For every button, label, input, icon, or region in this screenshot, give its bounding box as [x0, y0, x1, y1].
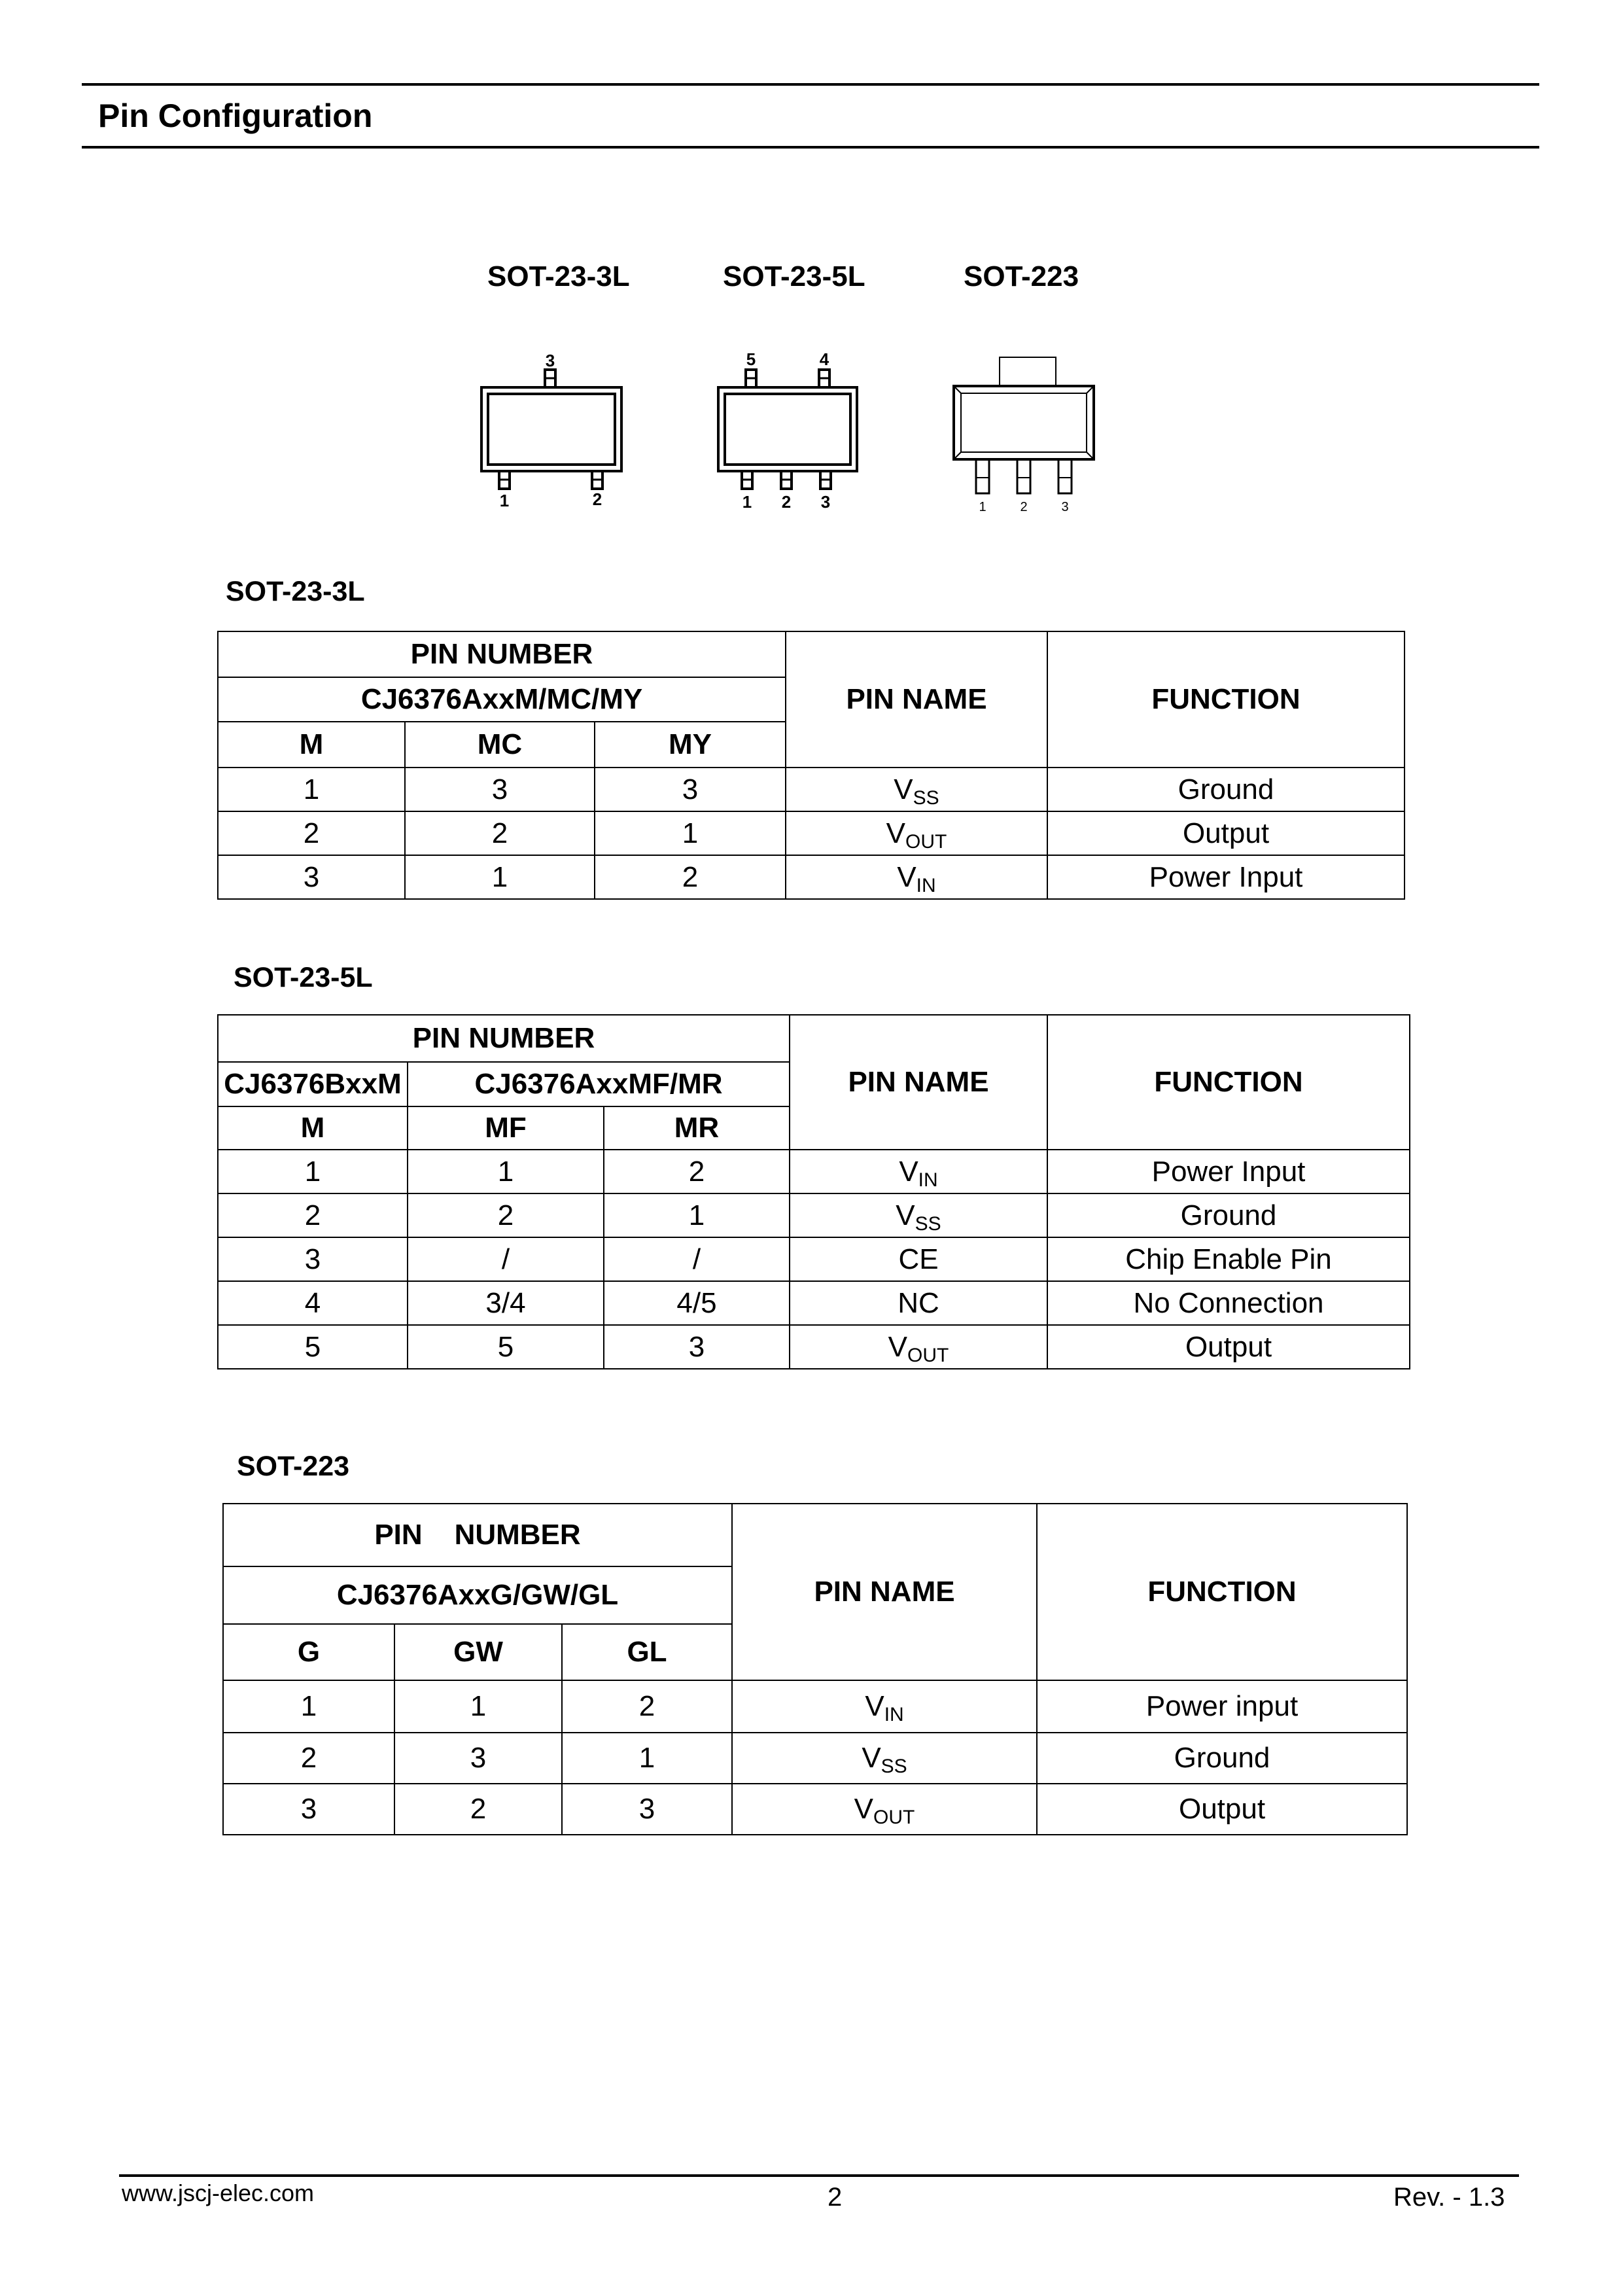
table1-col-m: M [218, 722, 405, 768]
table2-col-mf: MF [408, 1106, 604, 1150]
table2-r2-c1: 2 [218, 1193, 408, 1237]
table2-r3-c1: 3 [218, 1237, 408, 1281]
table1-sot23-3l [217, 631, 1405, 900]
table-row [218, 1325, 1410, 1369]
footer-website: www.jscj-elec.com [122, 2180, 315, 2206]
table1-r3-c2: 1 [405, 855, 595, 899]
header-top-rule [82, 83, 1539, 86]
table3-part-header: CJ6376AxxG/GW/GL [223, 1566, 732, 1624]
table2-r1-c2: 1 [408, 1150, 604, 1193]
table3-pin-number-header: PIN NUMBER [223, 1504, 732, 1566]
table-row [218, 811, 1405, 855]
table2-r5-c3: 3 [604, 1325, 790, 1369]
table3-r3-c2: 2 [394, 1784, 562, 1835]
table3-r1-pin-name: $V_{IN}$ [732, 1680, 1037, 1733]
table-row [218, 1150, 1410, 1193]
table3-r3-c1: 3 [223, 1784, 394, 1835]
table2-r2-function: Ground [1047, 1193, 1410, 1237]
table2-part-a-header: CJ6376AxxMF/MR [408, 1062, 790, 1106]
table3-r2-c1: 2 [223, 1733, 394, 1784]
table2-r4-c2: 3/4 [408, 1281, 604, 1325]
page-title: Pin Configuration [98, 97, 373, 134]
table1-r3-c3: 2 [595, 855, 786, 899]
sot223-pin2-label: 2 [1020, 500, 1028, 514]
package-label-sot223: SOT-223 [964, 260, 1079, 292]
table-row [218, 1281, 1410, 1325]
table1-pin-name-header: PIN NAME [786, 631, 1047, 768]
table3-r2-c2: 3 [394, 1733, 562, 1784]
table2-r3-c2: / [408, 1237, 604, 1281]
table1-pin-number-header: PIN NUMBER [218, 631, 786, 677]
table2-r2-pin-name: $V_{SS}$ [790, 1193, 1047, 1237]
sot23-3l-diagram [481, 351, 621, 510]
table3-col-g: G [223, 1624, 394, 1680]
table2-r5-c2: 5 [408, 1325, 604, 1369]
table-row [218, 1237, 1410, 1281]
table2-col-mr: MR [604, 1106, 790, 1150]
table-row [218, 1193, 1410, 1237]
sot23-3l-pin1-label: 1 [499, 491, 510, 510]
table2-r2-c2: 2 [408, 1193, 604, 1237]
table2-r1-pin-name: $V_{IN}$ [790, 1150, 1047, 1193]
table2-r4-pin-name: NC [790, 1281, 1047, 1325]
package-label-sot23-5l: SOT-23-5L [723, 260, 865, 292]
table2-part-b-header: CJ6376BxxM [218, 1062, 408, 1106]
table-row [223, 1784, 1407, 1835]
table2-r5-c1: 5 [218, 1325, 408, 1369]
table2-r4-c1: 4 [218, 1281, 408, 1325]
table3-r1-c1: 1 [223, 1680, 394, 1733]
footer-revision: Rev. - 1.3 [1393, 2183, 1505, 2212]
table2-r4-c3: 4/5 [604, 1281, 790, 1325]
table1-r2-pin-name: $V_{OUT}$ [786, 811, 1047, 855]
table2-r1-function: Power Input [1047, 1150, 1410, 1193]
table3-r3-pin-name: $V_{OUT}$ [732, 1784, 1037, 1835]
table3-function-header: FUNCTION [1037, 1504, 1407, 1680]
table3-r3-c3: 3 [562, 1784, 732, 1835]
table1-r2-c3: 1 [595, 811, 786, 855]
table3-pin-name-header: PIN NAME [732, 1504, 1037, 1680]
sot23-5l-diagram [718, 349, 857, 512]
table2-label: SOT-23-5L [234, 962, 373, 993]
sot23-5l-pin5-label: 5 [746, 349, 756, 369]
table2-r3-pin-name: CE [790, 1237, 1047, 1281]
table2-function-header: FUNCTION [1047, 1015, 1410, 1150]
table1-r1-function: Ground [1047, 768, 1405, 811]
table1-r1-c2: 3 [405, 768, 595, 811]
footer-page-number: 2 [828, 2183, 843, 2212]
table2-r3-function: Chip Enable Pin [1047, 1237, 1410, 1281]
table2-pin-number-header: PIN NUMBER [218, 1015, 790, 1062]
table3-label: SOT-223 [237, 1451, 350, 1482]
table3-sot223 [222, 1503, 1408, 1835]
table3-r2-pin-name: $V_{SS}$ [732, 1733, 1037, 1784]
sot223-pin1-label: 1 [979, 500, 986, 514]
table1-r3-function: Power Input [1047, 855, 1405, 899]
sot223-pin3-label: 3 [1061, 500, 1069, 514]
table2-r5-pin-name: $V_{OUT}$ [790, 1325, 1047, 1369]
table-row [223, 1733, 1407, 1784]
table2-pin-name-header: PIN NAME [790, 1015, 1047, 1150]
sot23-5l-pin1-label: 1 [742, 492, 752, 512]
table1-col-my: MY [595, 722, 786, 768]
table1-r1-c3: 3 [595, 768, 786, 811]
table2-col-m: M [218, 1106, 408, 1150]
table2-r2-c3: 1 [604, 1193, 790, 1237]
table-row [218, 855, 1405, 899]
table1-label: SOT-23-3L [226, 576, 365, 607]
sot23-5l-pin4-label: 4 [819, 349, 829, 369]
table1-r3-pin-name: $V_{IN}$ [786, 855, 1047, 899]
sot23-5l-pin2-label: 2 [781, 492, 792, 512]
package-label-sot23-3l: SOT-23-3L [487, 260, 630, 292]
table1-r2-c1: 2 [218, 811, 405, 855]
table3-col-gw: GW [394, 1624, 562, 1680]
sot23-3l-pin3-label: 3 [545, 351, 555, 370]
table-row [218, 768, 1405, 811]
table1-r2-function: Output [1047, 811, 1405, 855]
table1-r2-c2: 2 [405, 811, 595, 855]
table2-r3-c3: / [604, 1237, 790, 1281]
sot23-5l-pin3-label: 3 [820, 492, 831, 512]
footer-rule [119, 2174, 1519, 2177]
table3-r2-c3: 1 [562, 1733, 732, 1784]
table1-part-header: CJ6376AxxM/MC/MY [218, 677, 786, 722]
sot23-3l-pin2-label: 2 [592, 489, 602, 509]
table2-r1-c1: 1 [218, 1150, 408, 1193]
table-row [223, 1680, 1407, 1733]
table3-r1-function: Power input [1037, 1680, 1407, 1733]
table3-r2-function: Ground [1037, 1733, 1407, 1784]
table3-col-gl: GL [562, 1624, 732, 1680]
table1-r1-pin-name: $V_{SS}$ [786, 768, 1047, 811]
sot223-diagram [954, 357, 1094, 514]
table1-col-mc: MC [405, 722, 595, 768]
table2-r5-function: Output [1047, 1325, 1410, 1369]
table2-r4-function: No Connection [1047, 1281, 1410, 1325]
table1-function-header: FUNCTION [1047, 631, 1405, 768]
table1-r1-c1: 1 [218, 768, 405, 811]
table2-sot23-5l [217, 1014, 1410, 1369]
table3-r1-c2: 1 [394, 1680, 562, 1733]
table1-r3-c1: 3 [218, 855, 405, 899]
package-diagrams [458, 334, 1112, 523]
table3-r3-function: Output [1037, 1784, 1407, 1835]
table2-r1-c3: 2 [604, 1150, 790, 1193]
header-bottom-rule [82, 146, 1539, 149]
table3-r1-c3: 2 [562, 1680, 732, 1733]
